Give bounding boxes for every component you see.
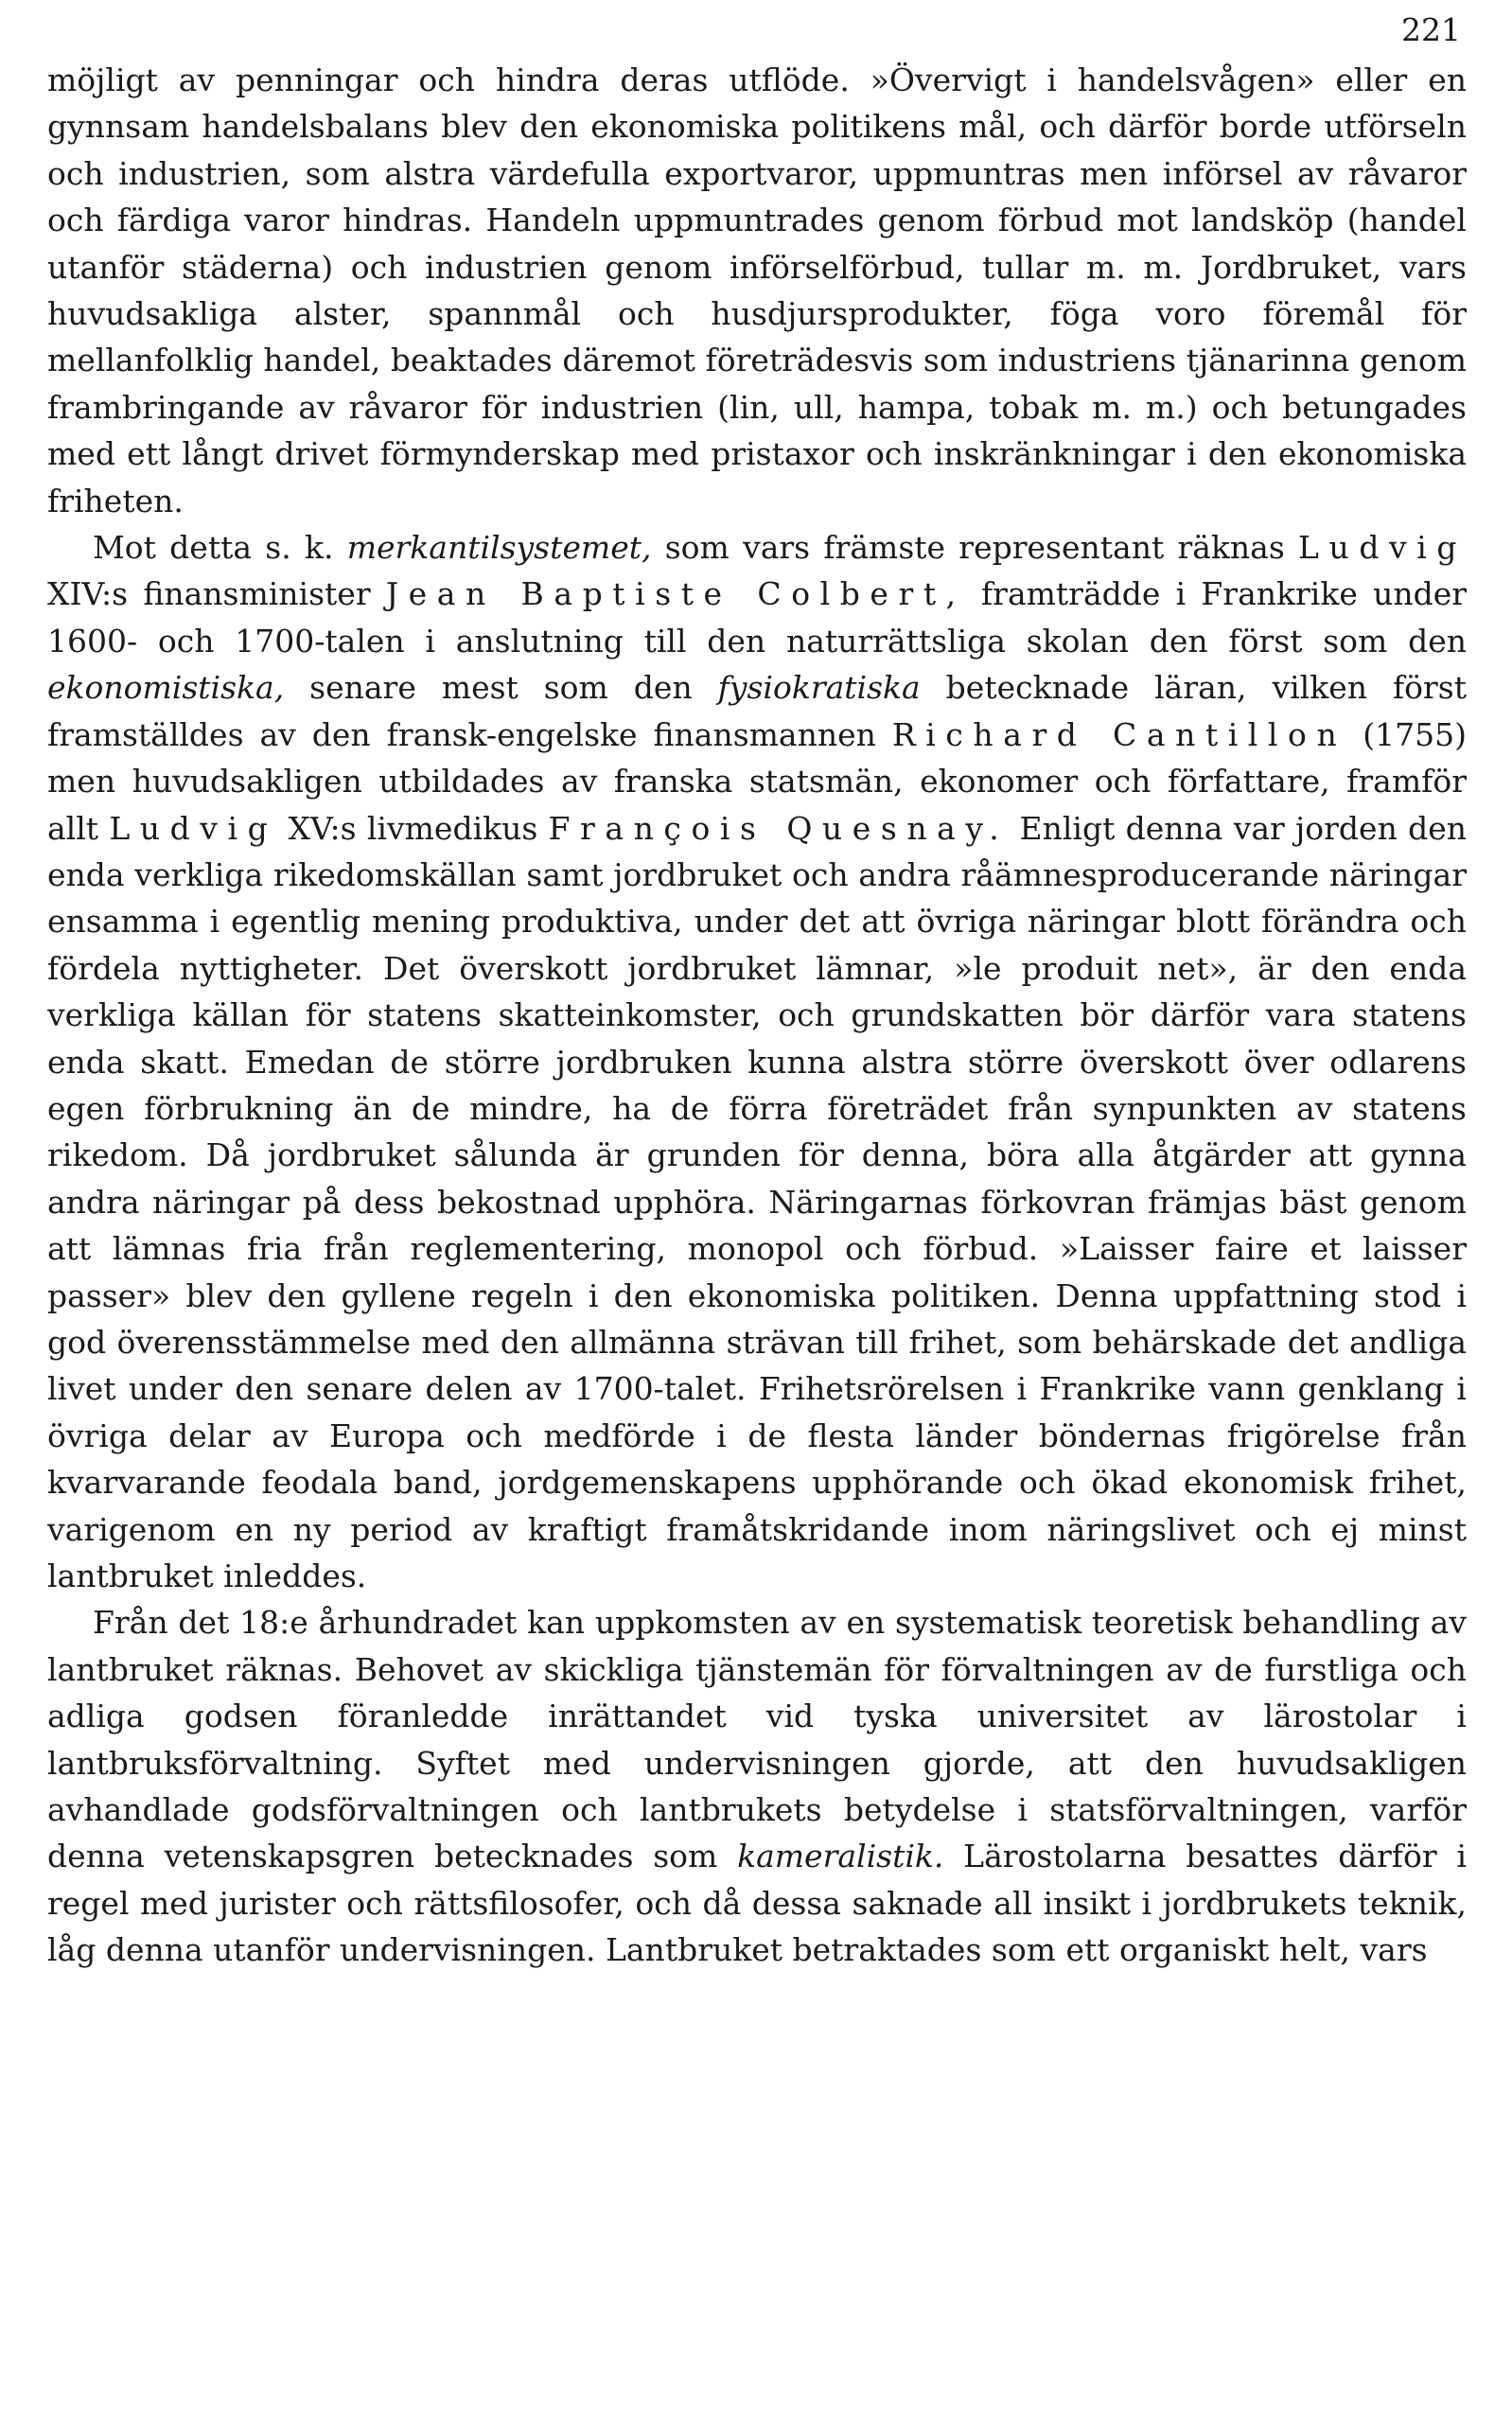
- text-run: XV:s livmedikus: [277, 809, 549, 847]
- text-run: som vars främste representant räknas: [651, 529, 1299, 567]
- text-run: möjligt av penningar och hindra deras utflöde. »Övervigt i handelsvågen» eller en gynnsam handelsbalans blev den ekonomiska politikens mål, och därför borde utförseln och industrien, som alstra värdefulla exportvaror, uppmuntras men införsel av råvaror och färdiga varor hindras. Handeln uppmuntrades genom förbud mot landsköp (handel utanför städerna) och industrien genom införselförbud, tullar m. m. Jordbruket, vars huvudsakliga alster, spannmål och husdjursprodukter, föga voro föremål för mellanfolklig handel, beaktades däremot företrädesvis som industriens tjänarinna genom frambringande av råvaror för industrien (lin, ull, hampa, tobak m. m.) och betungades med ett långt drivet förmynderskap med pristaxor och inskränkningar i den ekonomiska friheten.: [47, 62, 1467, 519]
- person-name: Ludvig: [1298, 529, 1468, 567]
- text-run: betecknade läran, vilken först framställdes av den fransk-engelske finansmannen: [47, 669, 1468, 753]
- page-number: 221: [1401, 11, 1461, 48]
- text-run: senare mest som den: [284, 669, 718, 707]
- person-name: François Quesnay.: [548, 809, 1010, 847]
- italic-term: ekonomistiska,: [47, 669, 285, 707]
- italic-term: merkantilsystemet,: [346, 529, 652, 567]
- text-run: Från det 18:e århundradet kan uppkomsten av en systematisk teoretisk behandling av lantbruket räknas. Behovet av skickliga tjänstemän för förvaltningen av de furstliga och adliga godsen föranledde inrättandet vid tyska universitet av lärostolar i lantbruksförvaltning. Syftet med undervisningen gjorde, att den huvudsakligen avhandlade godsförvaltningen och lantbrukets betydelse i statsförvaltningen, varför denna vetenskapsgren betecknades som: [47, 1604, 1467, 1875]
- body-text: [47, 57, 1467, 1974]
- text-run: Mot detta s. k.: [93, 529, 347, 567]
- document-page: [47, 9, 1467, 2394]
- paragraph-3: [47, 1599, 1467, 1973]
- person-name: Ludvig: [109, 809, 278, 847]
- person-name: Richard Cantillon: [891, 715, 1347, 753]
- person-name: Jean Baptiste Colbert,: [385, 575, 966, 613]
- text-run: XIV:s finansminister: [47, 575, 386, 613]
- text-run: framträdde i Frankrike under 1600- och 1700-talen i anslutning till den naturrättsliga skolan den först som den: [47, 575, 1468, 660]
- italic-term: fysiokratiska: [717, 669, 921, 707]
- text-run: (1755) men huvudsakligen utbildades av franska statsmän, ekonomer och författare, framför allt: [47, 715, 1467, 847]
- paragraph-2: [47, 524, 1467, 1599]
- text-run: Enligt denna var jorden den enda verkliga rikedomskällan samt jordbruket och andra råämnesproducerande näringar ensamma i egentlig mening produktiva, under det att övriga näringar blott förändra och fördela nyttigheter. Det överskott jordbruket lämnar, »le produit net», är den enda verkliga källan för statens skatteinkomster, och grundskatten bör därför vara statens enda skatt. Emedan de större jordbruken kunna alstra större överskott över odlarens egen förbrukning än de mindre, ha de förra företrädet från synpunkten av statens rikedom. Då jordbruket sålunda är grunden för denna, böra alla åtgärder att gynna andra näringar på dess bekostnad upphöra. Näringarnas förkovran främjas bäst genom att lämnas fria från reglementering, monopol och förbud. »Laisser faire et laisser passer» blev den gyllene regeln i den ekonomiska politiken. Denna uppfattning stod i god överensstämmelse med den allmänna strävan till frihet, som behärskade det andliga livet under den senare delen av 1700-talet. Frihetsrörelsen i Frankrike vann genklang i övriga delar av Europa och medförde i de flesta länder böndernas frigörelse från kvarvarande feodala band, jordgemenskapens upphörande och ökad ekonomisk frihet, varigenom en ny period av kraftigt framåtskridande inom näringslivet och ej minst lantbruket inleddes.: [47, 809, 1467, 1594]
- italic-term: kameralistik.: [737, 1838, 944, 1875]
- text-run: Lärostolarna besattes därför i regel med jurister och rättsfilosofer, och då dessa saknade all insikt i jordbrukets teknik, låg denna utanför undervisningen. Lantbruket betraktades som ett organiskt helt, vars: [47, 1838, 1467, 1969]
- paragraph-1: [47, 57, 1467, 524]
